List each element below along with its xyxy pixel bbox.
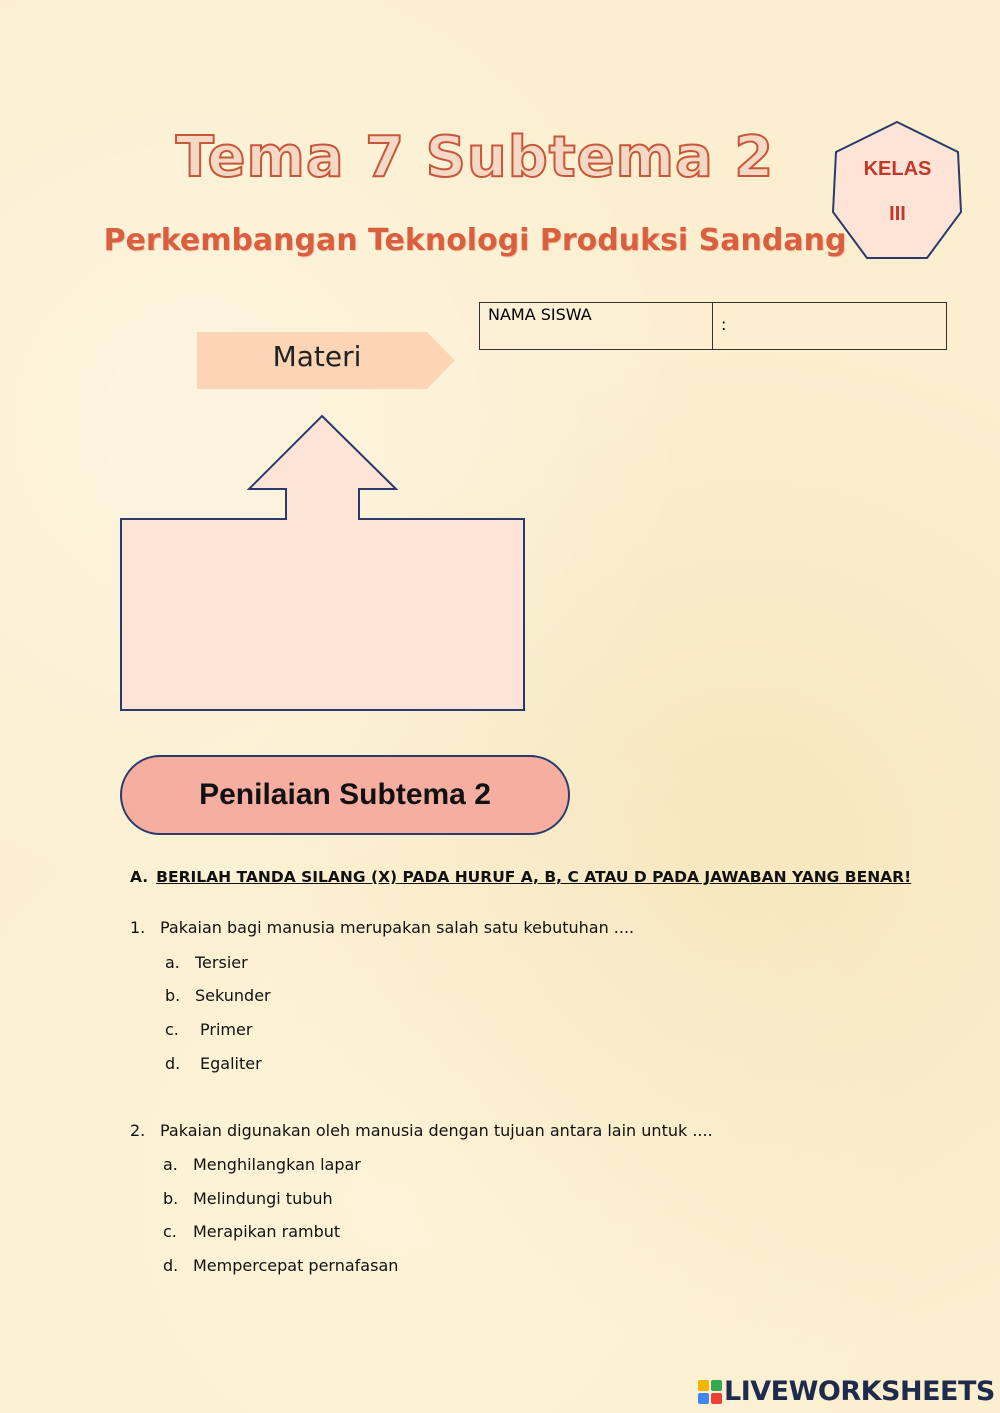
section-a-instruction: BERILAH TANDA SILANG (X) PADA HURUF A, B, C ATAU D PADA JAWABAN YANG BENAR! — [156, 868, 912, 886]
question-1 — [130, 918, 634, 937]
option-text: Melindungi tubuh — [193, 1189, 333, 1208]
question-2 — [130, 1121, 713, 1140]
section-a-heading — [130, 868, 911, 886]
question-2-option-a[interactable] — [163, 1155, 361, 1174]
penilaian-banner: Penilaian Subtema 2 — [120, 755, 570, 835]
page-title: Tema 7 Subtema 2 — [175, 125, 775, 190]
question-text: Pakaian digunakan oleh manusia dengan tujuan antara lain untuk .... — [160, 1121, 713, 1140]
question-2-option-d[interactable] — [163, 1256, 398, 1275]
option-letter: c. — [165, 1020, 179, 1039]
question-2-option-c[interactable] — [163, 1222, 340, 1241]
materi-content-box[interactable] — [118, 412, 528, 714]
option-letter: a. — [165, 953, 180, 972]
kelas-badge — [830, 120, 965, 262]
materi-label[interactable]: Materi — [272, 340, 362, 373]
student-name-label: NAMA SISWA — [480, 303, 713, 350]
option-text: Sekunder — [195, 986, 271, 1005]
option-text: Merapikan rambut — [193, 1222, 341, 1241]
question-1-option-a[interactable] — [165, 953, 248, 972]
option-text: Egaliter — [200, 1054, 262, 1073]
option-letter: b. — [165, 986, 181, 1005]
question-number: 1. — [130, 918, 146, 937]
option-text: Primer — [200, 1020, 253, 1039]
section-a-letter: A. — [130, 868, 149, 886]
option-letter: b. — [163, 1189, 179, 1208]
question-1-option-d[interactable] — [165, 1054, 262, 1073]
question-1-option-c[interactable] — [165, 1020, 252, 1039]
kelas-value: III — [889, 203, 906, 225]
liveworksheets-logo[interactable] — [698, 1376, 995, 1407]
question-number: 2. — [130, 1121, 146, 1140]
question-1-option-b[interactable] — [165, 986, 271, 1005]
option-text: Mempercepat pernafasan — [193, 1256, 399, 1275]
page-subtitle: Perkembangan Teknologi Produksi Sandang — [103, 223, 847, 258]
question-text: Pakaian bagi manusia merupakan salah satu kebutuhan .... — [160, 918, 635, 937]
student-name-field[interactable] — [713, 303, 947, 350]
question-2-option-b[interactable] — [163, 1189, 333, 1208]
option-text: Menghilangkan lapar — [193, 1155, 361, 1174]
option-letter: c. — [163, 1222, 177, 1241]
student-name-colon: : — [721, 315, 727, 334]
option-text: Tersier — [195, 953, 248, 972]
option-letter: d. — [163, 1256, 179, 1275]
option-letter: d. — [165, 1054, 181, 1073]
kelas-label: KELAS — [863, 158, 932, 180]
student-name-table — [479, 302, 947, 350]
liveworksheets-icon — [698, 1380, 722, 1404]
option-letter: a. — [163, 1155, 178, 1174]
logo-text: LIVEWORKSHEETS — [724, 1376, 995, 1407]
